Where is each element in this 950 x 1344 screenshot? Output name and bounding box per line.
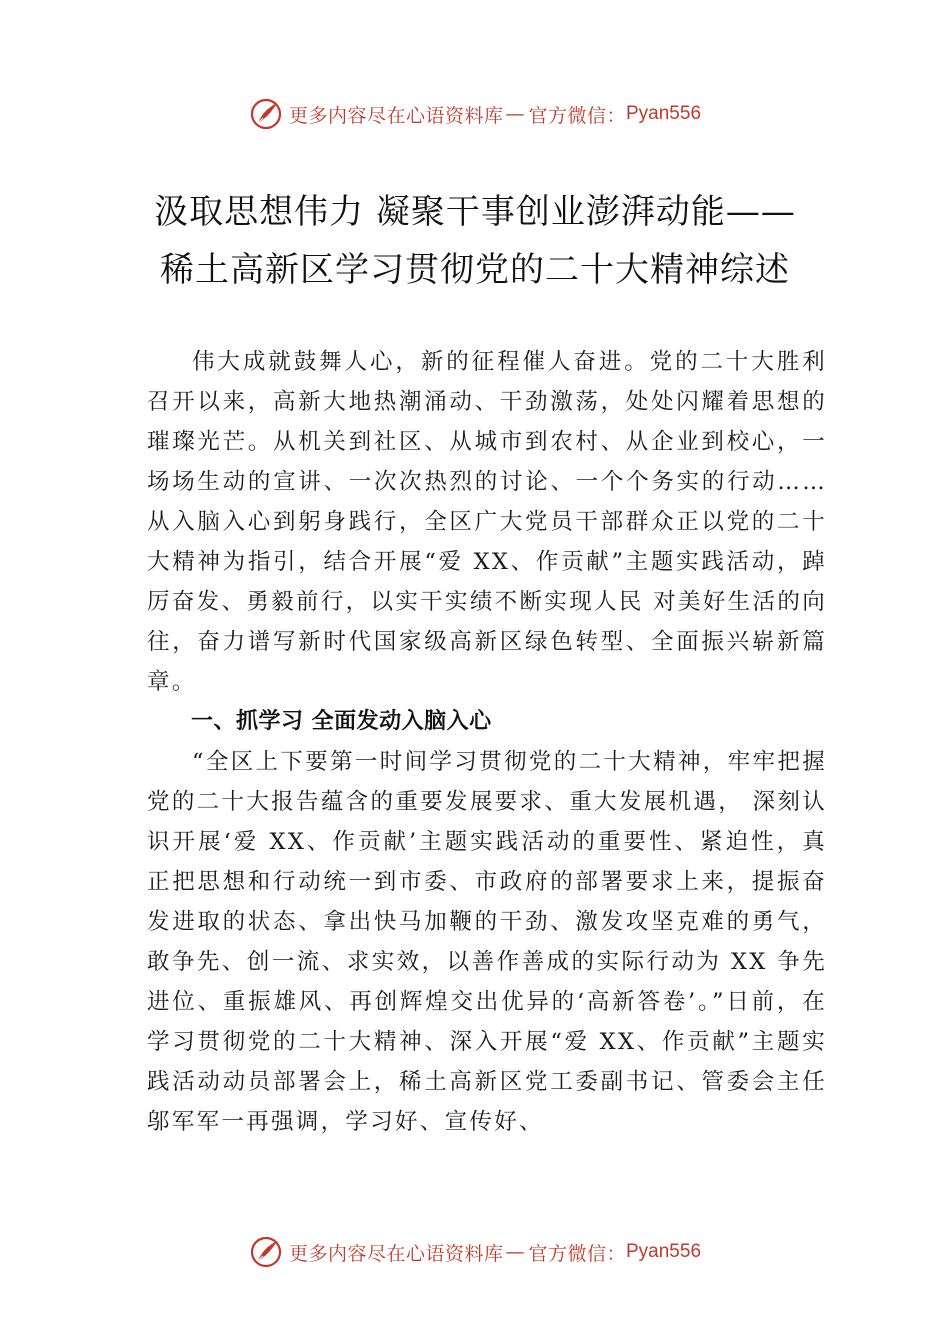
quill-logo-icon: [249, 97, 283, 131]
document-title: [0, 186, 950, 296]
watermark-separator: —: [505, 103, 527, 125]
document-body: [147, 342, 827, 1142]
watermark-separator: —: [505, 1241, 527, 1263]
watermark-footer: [0, 1232, 950, 1272]
section-heading-1: 一、抓学习 全面发动入脑入心: [191, 709, 492, 734]
watermark-wechat-id: Pyan556: [626, 1241, 702, 1262]
watermark-header: [0, 94, 950, 134]
paragraph-intro: 伟大成就鼓舞人心，新的征程催人奋进。党的二十大胜利召开以来，高新大地热潮涌动、干劲激荡，处处闪耀着思想的璀璨光芒。从机关到社区、从城市到农村、从企业到校心，一场场生动的宣讲、一次次热烈的讨论、一个个务实的行动……从入脑入心到躬身践行，全区广大党员干部群众正以党的二十大精神为指引，结合开展“爱 XX、作贡献”主题实践活动，踔厉奋发、勇毅前行，以实干实绩不断实现人民 对美好生活的向往，奋力谱写新时代国家级高新区绿色转型、全面振兴崭新篇章。: [147, 349, 827, 695]
paragraph-section1: “全区上下要第一时间学习贯彻党的二十大精神，牢牢把握党的二十大报告蕴含的重要发展要求、重大发展机遇， 深刻认识开展‘爱 XX、作贡献’主题实践活动的重要性、紧迫性，真正把思想和行动统一到市委、市政府的部署要求上来，提振奋发进取的状态、拿出快马加鞭的干劲、激发攻坚克难的勇气，敢争先、创一流、求实效，以善作善成的实际行动为 XX 争先进位、重振雄风、再创辉煌交出优异的‘高新答卷’。”日前，在学习贯彻党的二十大精神、深入开展“爱 XX、作贡献”主题实践活动动员部署会上，稀土高新区党工委副书记、管委会主任邬军军一再强调，学习好、宣传好、: [147, 749, 827, 1135]
watermark-wechat-id: Pyan556: [626, 103, 702, 124]
watermark-main-text: 更多内容尽在心语资料库: [288, 104, 504, 127]
watermark-main-text: 更多内容尽在心语资料库: [288, 1242, 504, 1265]
watermark-wechat-label: 官方微信：: [528, 104, 626, 127]
title-line-1: 汲取思想伟力 凝聚干事创业澎湃动能——: [154, 192, 796, 232]
quill-logo-icon: [249, 1235, 283, 1269]
watermark-wechat-label: 官方微信：: [528, 1242, 626, 1265]
title-line-2: 稀土高新区学习贯彻党的二十大精神综述: [160, 250, 790, 290]
